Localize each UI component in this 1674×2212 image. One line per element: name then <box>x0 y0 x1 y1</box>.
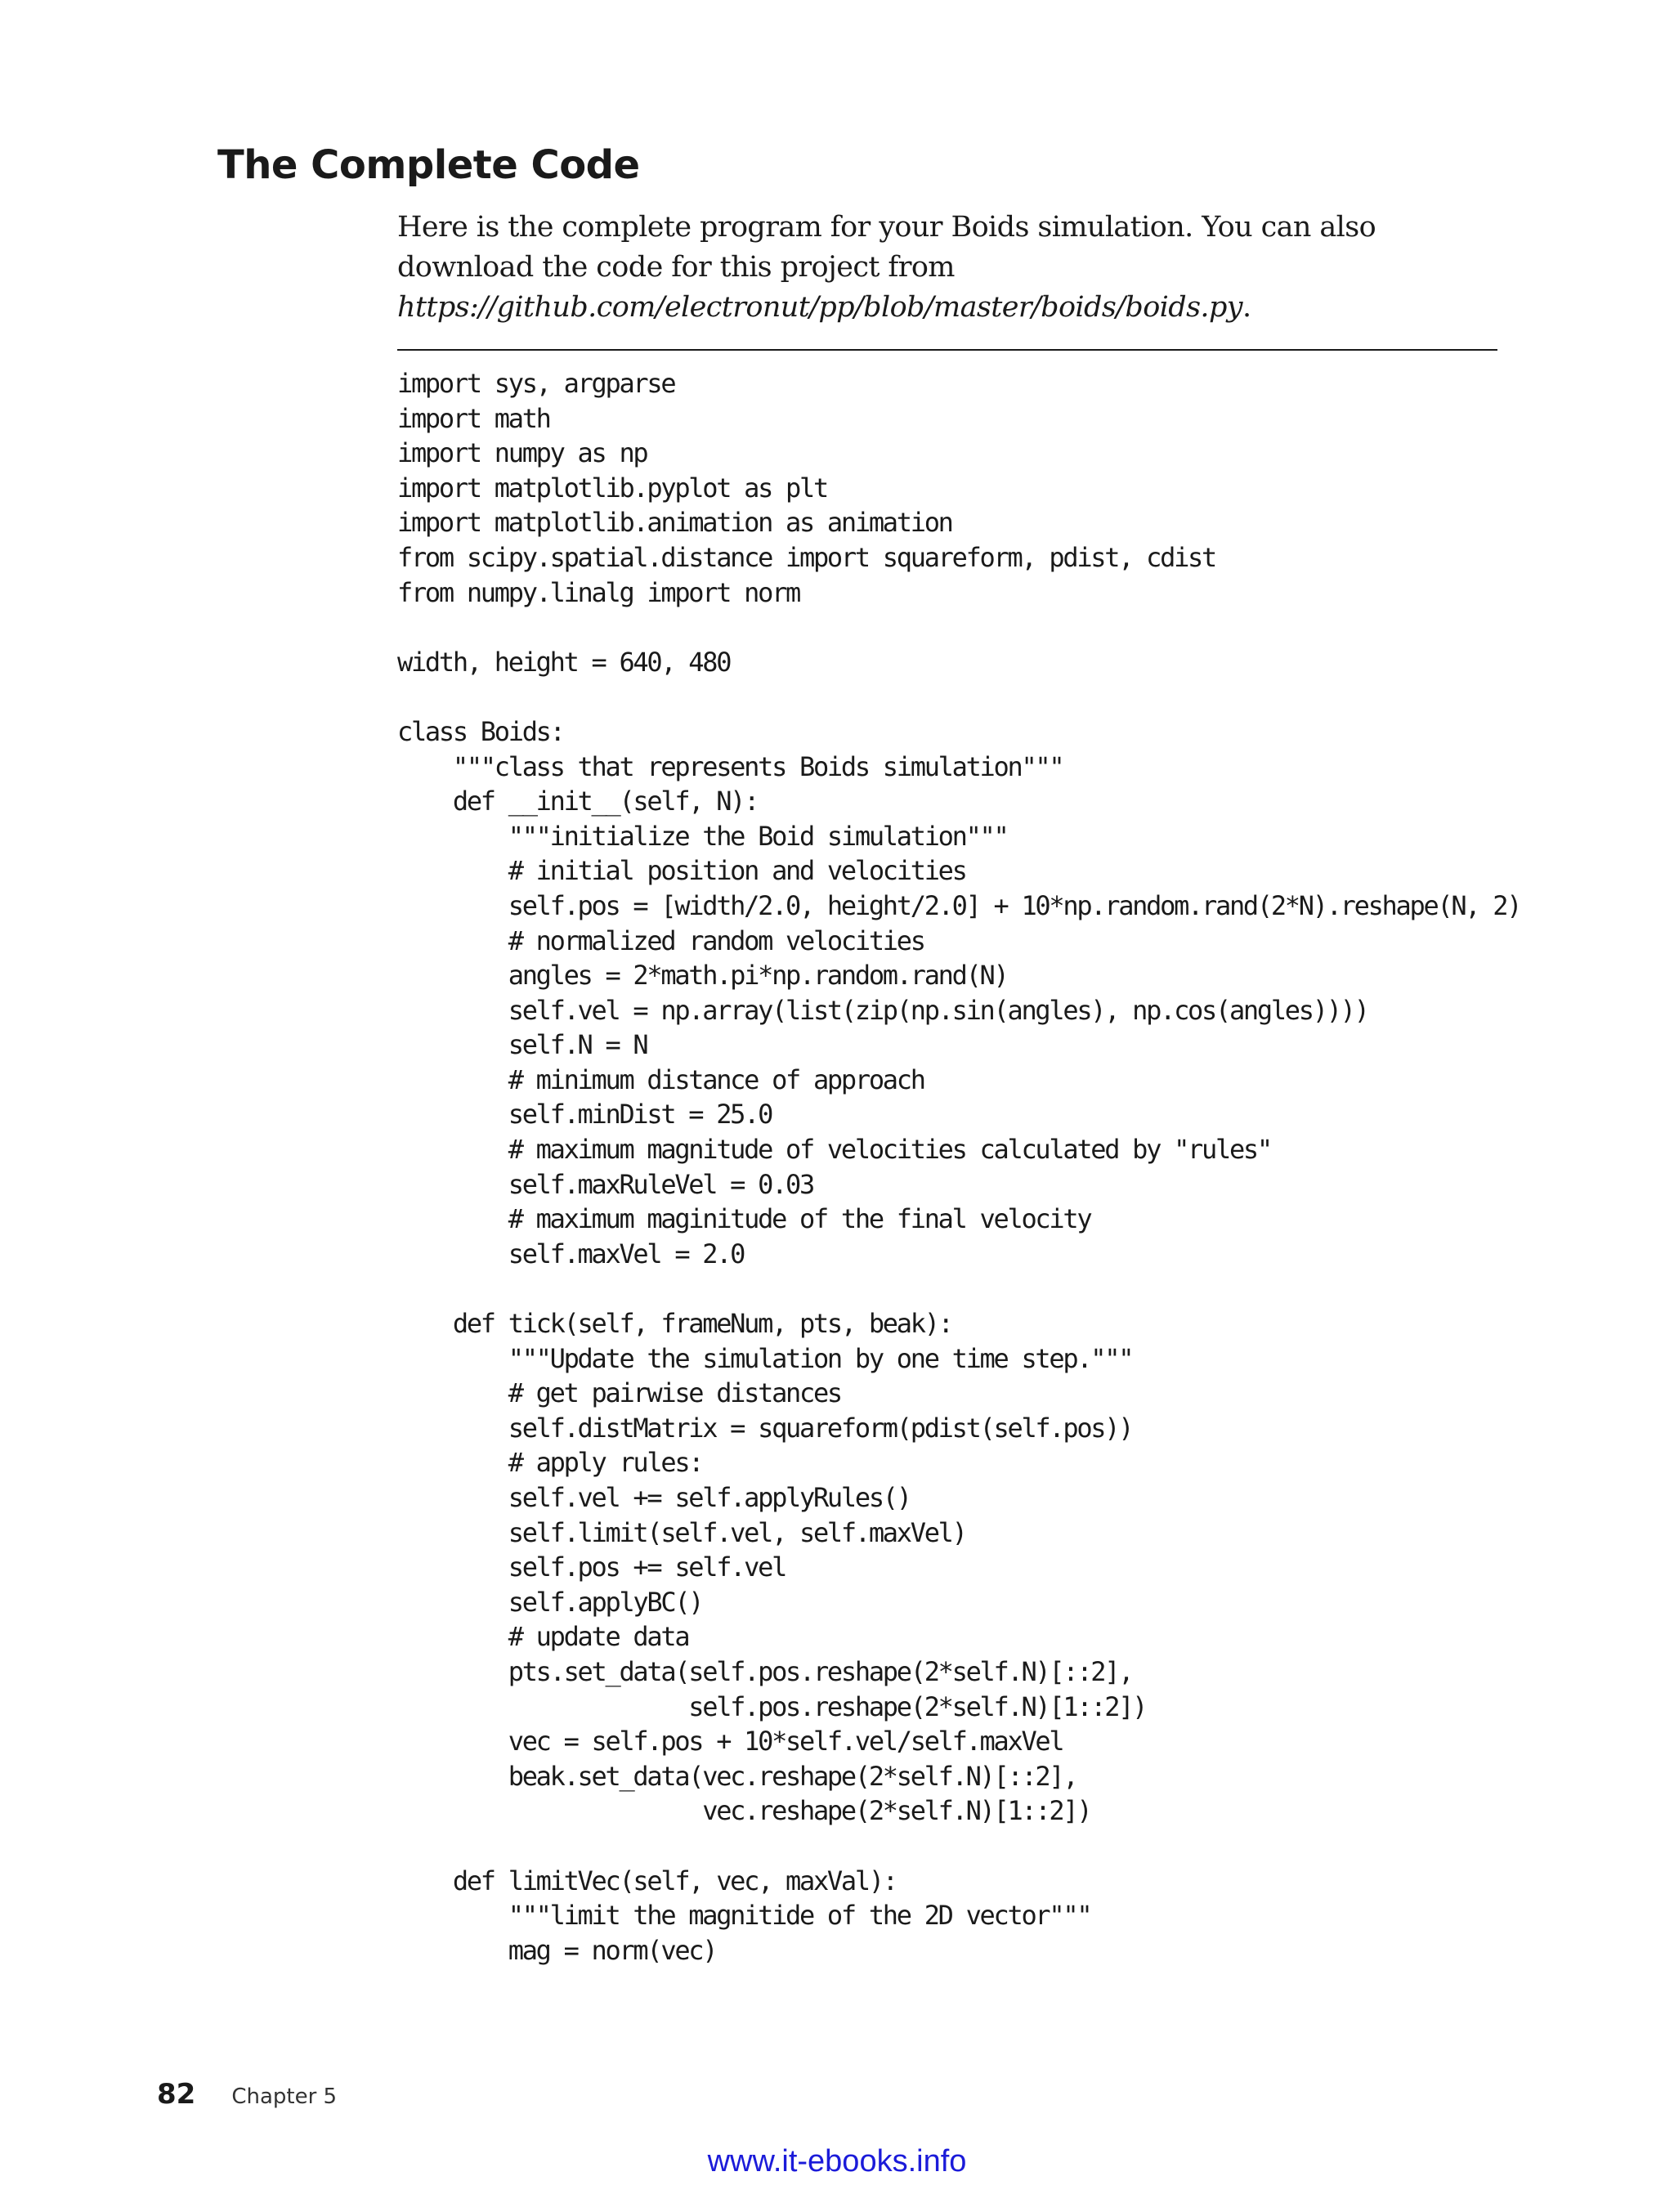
watermark-text: www.it-ebooks.info <box>707 2144 967 2178</box>
code-line: # normalized random velocities <box>397 925 924 956</box>
code-line: """limit the magnitide of the 2D vector""" <box>397 1900 1091 1932</box>
code-line: from scipy.spatial.distance import squareform, pdist, cdist <box>397 541 1215 573</box>
code-line: import matplotlib.animation as animation <box>397 507 952 539</box>
code-line: self.vel = np.array(list(zip(np.sin(angles), np.cos(angles)))) <box>397 994 1368 1026</box>
code-line: # minimum distance of approach <box>397 1063 924 1095</box>
code-line: import sys, argparse <box>397 368 675 399</box>
page-number: 82 <box>157 2078 196 2111</box>
code-line: """class that represents Boids simulation""" <box>397 750 1063 782</box>
code-line: import numpy as np <box>397 437 647 469</box>
intro-end: . <box>1242 291 1251 324</box>
code-line: self.maxRuleVel = 0.03 <box>397 1168 813 1200</box>
intro-text: Here is the complete program for your Boids simulation. You can also download the code for this project from <box>397 211 1376 284</box>
code-line: from numpy.linalg import norm <box>397 576 800 608</box>
chapter-label: Chapter 5 <box>231 2084 338 2109</box>
code-line <box>397 1271 1520 1306</box>
code-line: class Boids: <box>397 715 564 747</box>
code-line: # update data <box>397 1621 689 1653</box>
code-line: self.pos.reshape(2*self.N)[1::2]) <box>397 1690 1147 1722</box>
code-line: import matplotlib.pyplot as plt <box>397 472 827 504</box>
listing-rule <box>397 349 1497 351</box>
code-line: vec.reshape(2*self.N)[1::2]) <box>397 1795 1091 1827</box>
code-line: self.distMatrix = squareform(pdist(self.pos)) <box>397 1412 1133 1444</box>
code-line: # maximum maginitude of the final velocity <box>397 1203 1091 1235</box>
code-line: """Update the simulation by one time step.""" <box>397 1342 1133 1374</box>
code-line: vec = self.pos + 10*self.vel/self.maxVel <box>397 1726 1063 1758</box>
code-line: self.minDist = 25.0 <box>397 1099 772 1131</box>
page-footer <box>157 2076 337 2115</box>
code-line: angles = 2*math.pi*np.random.rand(N) <box>397 960 1008 992</box>
code-line: beak.set_data(vec.reshape(2*self.N)[::2], <box>397 1760 1077 1792</box>
code-line: # get pairwise distances <box>397 1377 841 1409</box>
code-line: width, height = 640, 480 <box>397 646 731 678</box>
code-line: def tick(self, frameNum, pts, beak): <box>397 1308 952 1340</box>
code-line: self.pos += self.vel <box>397 1552 786 1583</box>
code-line: self.limit(self.vel, self.maxVel) <box>397 1516 966 1548</box>
code-line: # initial position and velocities <box>397 855 966 887</box>
intro-paragraph <box>397 208 1501 328</box>
code-listing <box>397 366 1520 1968</box>
code-line: def limitVec(self, vec, maxVal): <box>397 1865 897 1896</box>
code-line: # maximum magnitude of velocities calculated by "rules" <box>397 1134 1271 1166</box>
code-url: https://github.com/electronut/pp/blob/master/boids/boids.py <box>397 291 1242 324</box>
code-line: self.applyBC() <box>397 1586 703 1618</box>
code-line <box>397 610 1520 645</box>
code-line: def __init__(self, N): <box>397 786 759 817</box>
code-line <box>397 679 1520 714</box>
section-heading: The Complete Code <box>217 142 640 188</box>
code-line: self.pos = [width/2.0, height/2.0] + 10*np.random.rand(2*N).reshape(N, 2) <box>397 889 1521 921</box>
code-line: pts.set_data(self.pos.reshape(2*self.N)[::2], <box>397 1655 1133 1687</box>
code-line: mag = norm(vec) <box>397 1934 717 1966</box>
code-line: import math <box>397 402 550 434</box>
code-line <box>397 1829 1520 1864</box>
code-line: self.N = N <box>397 1029 647 1061</box>
code-line: self.vel += self.applyRules() <box>397 1482 911 1513</box>
code-line: # apply rules: <box>397 1447 703 1479</box>
code-line: """initialize the Boid simulation""" <box>397 820 1008 852</box>
code-line: self.maxVel = 2.0 <box>397 1238 745 1269</box>
